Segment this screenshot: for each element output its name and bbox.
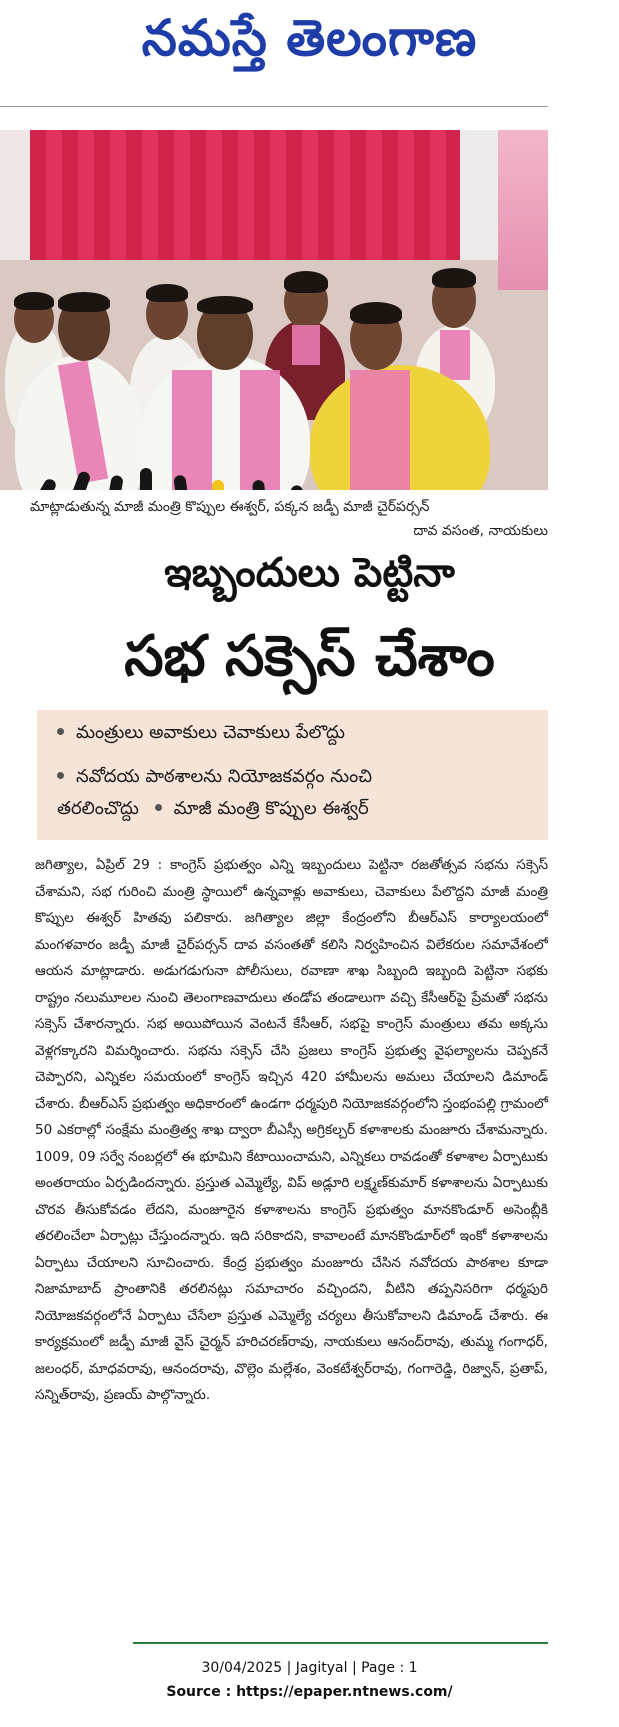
- article-paragraph: జగిత్యాల, ఏప్రిల్ 29 : కాంగ్రెస్ ప్రభుత్వం ఎన్ని ఇబ్బందులు పెట్టినా రజతోత్సవ సభను సక్సెస్ చేశామని, సభ గురించి మంత్రి స్థాయిలో ఉన్నవాళ్లు అవాకులు, చెవాకులు పేలొద్దని మాజీ మంత్రి కొప్పుల ఈశ్వర్ హితవు పలికారు. జగిత్యాల జిల్లా కేంద్రంలోని బీఆర్ఎస్ కార్యాలయంలో మంగళవారం జడ్పీ మాజీ చైర్‌పర్సన్ దావ వసంతతో కలిసి నిర్వహించిన విలేకరుల సమావేశంలో ఆయన మాట్లాడారు. అడుగడుగునా పోలీసులు, రవాణా శాఖ సిబ్బంది ఇబ్బంది పెట్టినా సభకు రాష్ట్రం నలుమూలల నుంచి తెలంగాణవాదులు తండోప తండాలుగా వచ్చి కేసీఆర్‌పై ప్రేమతో సభను సక్సెస్ చేశారన్నారు. సభ అయిపోయిన వెంటనే కేసీఆర్, సభపై కాంగ్రెస్ మంత్రులు తమ అక్కసు వెళ్లగక్కారని విమర్శించారు. సభను సక్సెస్ చేసి ప్రజలు కాంగ్రెస్ ప్రభుత్వ వైఫల్యాలను చెప్పకనే చెప్పారని, ఎన్నికల సమయంలో కాంగ్రెస్ ఇచ్చిన 420 హామీలను అమలు చేయాలని డిమాండ్ చేశారు. బీఆర్ఎస్ ప్రభుత్వం అధికారంలో ఉండగా ధర్మపురి నియోజకవర్గంలోని స్తంభంపల్లి గ్రామంలో 50 ఎకరాల్లో సంక్షేమ మంత్రిత్వ శాఖ ద్వారా బీఎస్సీ అగ్రికల్చర్ కళాశాలకు మంజూరు చేశామన్నారు. 1009, 09 సర్వే నంబర్లలో ఈ భూమిని కేటాయించామని, ఎన్నికలు రావడంతో కళాశాల ఏర్పాటుకు అంతరాయం ఏర్పడిందన్నారు. ప్రస్తుత ఎమ్మెల్యే, విప్ అడ్లూరి లక్ష్మణ్‌కుమార్ కళాశాలను ఏర్పాటుకు చొరవ తీసుకోవడం లేదని, మంజూరైన కళాశాలను కాంగ్రెస్ ప్రభుత్వం మానకొండూర్ అసెంబ్లీకి తరలించేలా ఏర్పాట్లు చేస్తుందన్నారు. ఇది సరికాదని, కావాలంటే మానకొండూర్‌లో ఇంకో కళాశాలను ఏర్పాటు చేయాలని సూచించారు. కేంద్ర ప్రభుత్వం మంజూరు చేసిన నవోదయ పాఠశాల కూడా నిజామాబాద్ ప్రాంతానికి తరలినట్లు సమాచారం వచ్చిందని, వీటిని తప్పనిసరిగా ధర్మపురి నియోజకవర్గంలోనే ఏర్పాటు చేసేలా ప్రస్తుత ఎమ్మెల్యే చర్యలు తీసుకోవాలని డిమాండ్ చేశారు. ఈ కార్యక్రమంలో జడ్పీ మాజీ వైస్ చైర్మన్ హరిచరణ్‌రావు, నాయకులు ఆనంద్‌రావు, తుమ్మ గంగాధర్, జలంధర్, మాధవరావు, ఆనందరావు, వొల్లెం మల్లేశం, వెంకటేశ్వర్‌రావు, గంగారెడ్డి, రిజ్వాన్, ప్రతాప్, సన్నిత్‌రావు, ప్రణయ్ పాల్గొన్నారు.: [35, 857, 548, 1403]
- edition-info: 30/04/2025 | Jagityal | Page : 1: [201, 1660, 418, 1676]
- headline-main: సభ సక్సెస్ చేశాం: [124, 624, 495, 689]
- masthead-divider: [0, 106, 548, 107]
- footer-divider: [133, 1642, 548, 1644]
- article-body: [35, 852, 548, 1409]
- pink-curtain-backdrop: [30, 130, 460, 260]
- highlight-item: మంత్రులు అవాకులు చెవాకులు పేలొద్దు: [57, 718, 345, 748]
- highlight-item: నవోదయ పాఠశాలను నియోజకవర్గం నుంచి: [57, 762, 372, 792]
- bullet-icon: [155, 804, 162, 811]
- photo-caption-line2: దావ వసంత, నాయకులు: [413, 523, 548, 539]
- bullet-icon: [57, 728, 64, 735]
- masthead: [0, 0, 619, 108]
- highlights-box: [37, 710, 548, 840]
- wall-poster: [498, 130, 548, 290]
- photo-caption-line1: మాట్లాడుతున్న మాజీ మంత్రి కొప్పుల ఈశ్వర్, పక్కన జడ్పీ మాజీ చైర్‌పర్సన్: [30, 499, 430, 515]
- press-meet-photo: [0, 130, 548, 490]
- highlight-item: తరలించొద్దు మాజీ మంత్రి కొప్పుల ఈశ్వర్: [57, 798, 369, 819]
- newspaper-logo: నమస్తే తెలంగాణ: [141, 9, 478, 67]
- source-link[interactable]: Source : https://epaper.ntnews.com/: [166, 1684, 453, 1700]
- headline-kicker: ఇబ్బందులు పెట్టినా: [164, 550, 455, 596]
- bullet-icon: [57, 772, 64, 779]
